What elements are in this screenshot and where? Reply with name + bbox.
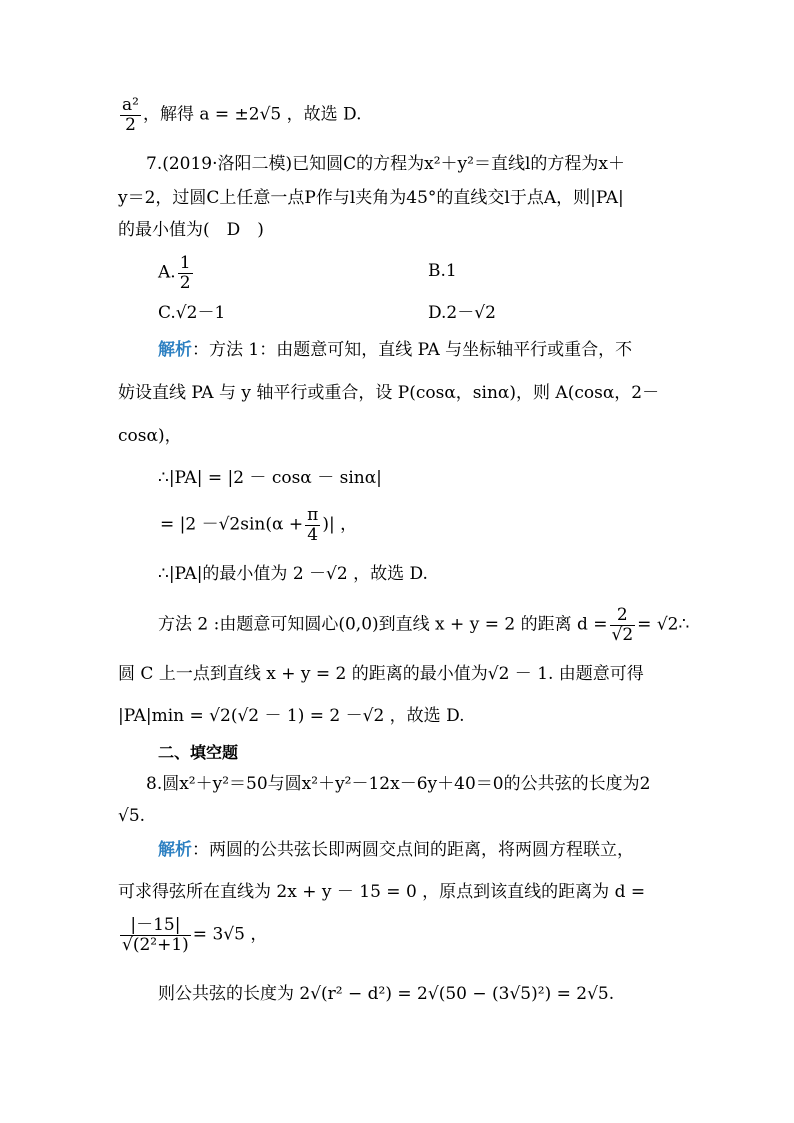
analysis-8-line-3: $\frac{|-15|}{\text{√(2²+1)}}$ = 3√5 ， (122, 915, 268, 955)
analysis-7-line-6: ∴|PA|的最小值为 2 －√2 ，故选 D. (158, 564, 428, 584)
fraction-distance: $\frac{|-15|}{\text{√(2²+1)}}$ (122, 915, 189, 955)
answer-line-6: $\frac{\text{a²}}{2}$ ，解得 a = ±2√5 ，故选 D. (122, 95, 362, 135)
analysis-8-line-2: 可求得弦所在直线为 2x + y － 15 = 0 ，原点到该直线的距离为 d = (118, 882, 646, 902)
analysis-label: 解析 (158, 340, 192, 360)
analysis-label: 解析 (158, 840, 192, 860)
fraction-half: $\frac{1}{2}$ (179, 253, 191, 293)
method-2-line-1: 方法 2 :由题意可知圆心(0,0)到直线 x + y = 2 的距离 d = $\frac{2}{√2}$ = √2∴ (158, 605, 690, 645)
section-title: 二、填空题 (158, 743, 239, 762)
method-2-line-2: 圆 C 上一点到直线 x + y = 2 的距离的最小值为√2 － 1. 由题意可得 (118, 664, 644, 684)
question-8-line-2: √5. (118, 806, 146, 826)
analysis-8-line-1: 解析：两圆的公共弦长即两圆交点间的距离，将两圆方程联立， (158, 840, 634, 860)
fraction-2-over-sqrt2: $\frac{2}{√2}$ (611, 605, 634, 645)
option-d: D.2－√2 (428, 303, 496, 323)
option-c: C.√2－1 (158, 303, 226, 323)
analysis-7-line-3: cosα)， (118, 426, 182, 446)
option-b: B.1 (428, 261, 457, 281)
analysis-7-line-4: ∴|PA| = |2 － cosα － sinα| (158, 468, 382, 488)
question-7-line-3: 的最小值为( D ) (118, 220, 264, 240)
analysis-7-line-5: = |2 －√2sin(α + $\frac{\pi}{4}$ )| ， (160, 505, 358, 545)
analysis-8-line-4: 则公共弦的长度为 2√(r² − d²) = 2√(50 − (3√5)²) = 2√5. (158, 984, 615, 1004)
question-7-line-1: 7.(2019·洛阳二模)已知圆C的方程为x²＋y²＝直线l的方程为x＋ (146, 154, 626, 174)
fraction-a2-over-2: $\frac{\text{a²}}{2}$ (122, 95, 139, 135)
fraction-pi-over-4: $\frac{\pi}{4}$ (307, 505, 319, 545)
analysis-7-line-1: 解析：方法 1：由题意可知，直线 PA 与坐标轴平行或重合，不 (158, 340, 633, 360)
question-7-line-2: y＝2，过圆C上任意一点P作与l夹角为45°的直线交l于点A，则|PA| (118, 188, 624, 208)
question-8-line-1: 8.圆x²＋y²＝50与圆x²＋y²－12x－6y＋40＝0的公共弦的长度为2 (146, 774, 651, 794)
option-a: A. $\frac{1}{2}$ (158, 253, 191, 293)
analysis-7-line-2: 妨设直线 PA 与 y 轴平行或重合，设 P(cosα，sinα)，则 A(cosα，2－ (118, 383, 660, 403)
method-2-line-3: |PA|min = √2(√2 － 1) = 2 －√2 ，故选 D. (118, 706, 465, 726)
